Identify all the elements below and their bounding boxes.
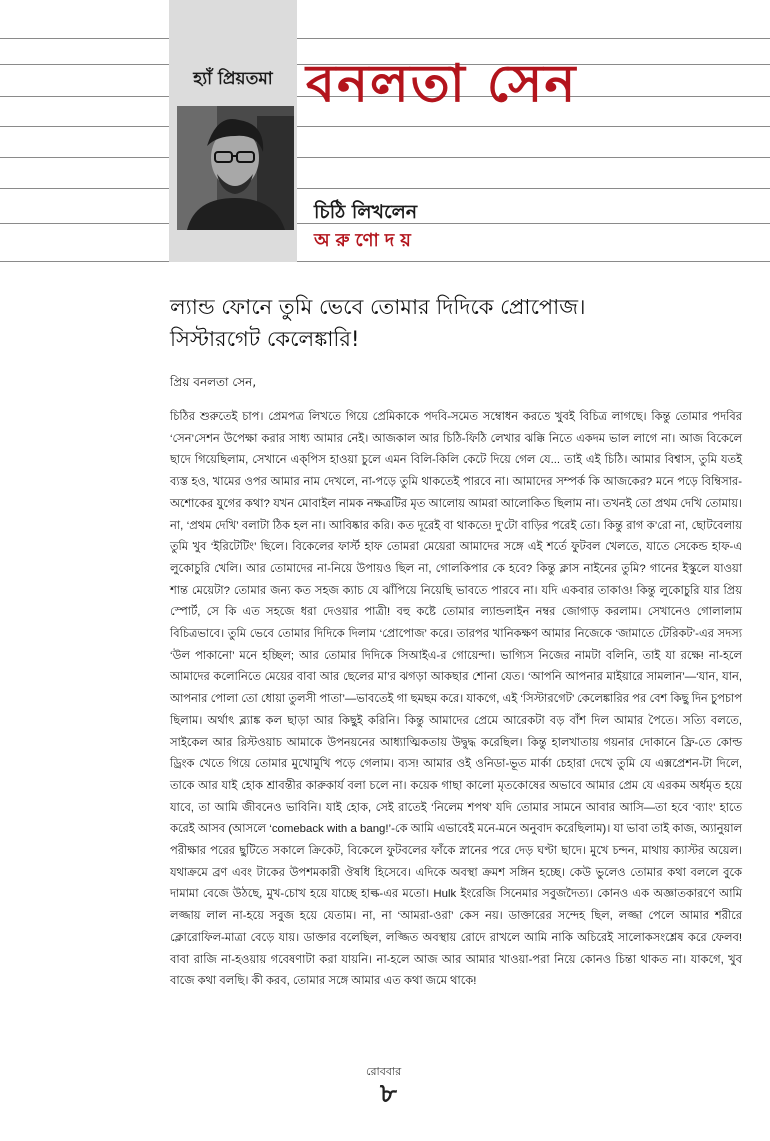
footer-publication-label: রোববার bbox=[366, 1065, 402, 1078]
byline-label: চিঠি লিখলেন bbox=[314, 201, 418, 223]
ruled-line bbox=[0, 126, 770, 127]
headline-line-2: সিস্টারগেট কেলেঙ্কারি! bbox=[170, 327, 360, 351]
letter-salutation: প্রিয় বনলতা সেন, bbox=[170, 375, 257, 389]
ruled-line bbox=[0, 188, 770, 189]
ruled-line bbox=[0, 38, 770, 39]
author-name: অরুণোদয় bbox=[314, 230, 417, 251]
letter-body: চিঠির শুরুতেই চাপ। প্রেমপত্র লিখতে গিয়ে প্রেমিকাকে পদবি-সমেত সম্বোধন করতে খুবই বিচিত্র লাগছে। কিন্তু তোমার পদবির ‘সেন’সেশন উপেক্ষা করার সাধ্য আমার নেই। আজকাল আর চিঠি-ফিঠি লেখার ঝক্কি নিতে একদম ভাল লাগে না। আজ বিকেলে ছাদে গিয়েছিলাম, সেখানে এক্‌পিস হাওয়া চুলে এমন বিলি-কিলি কেটে দিয়ে গেল যে... তাই এই চিঠি। আমার বিশ্বাস, তুমি যতই ব্যস্ত হও, খামের ওপর আমার নাম দেখলে, না-পড়ে তুমি থাকতেই পারবে না। আমাদের সম্পর্ক কি আজকের? মনে পড়ে বিম্বিসার-অশোকের যুগের কথা? যখন মোবাইল নামক নক্ষত্রটির মৃত আলোয় আমরা আলোকিত ছিলাম না। তখনই তো প্রথম দেখি তোমায়। না, ‘প্রথম দেখি’ বলাটা ঠিক হল না। আবিষ্কার করি। কত দূরেই বা থাকতে! দু’টো বাড়ির পরেই তো। কিন্তু রাগ ক’রো না, ছোটবেলায় তুমি খুব ‘ইরিটেটিং’ ছিলে। বিকেলের ফার্স্ট হাফ তোমরা মেয়েরা আমাদের সঙ্গে এই শর্তে ফুটবল খেলতে, যাতে সেকেন্ড হাফ-এ লুকোচুরি খেলি। আর তোমাদের না-নিয়ে উপায়ও ছিল না, গোলকিপার কে হবে? কিন্তু ক্লাস নাইনের তুমি? গানের ইস্কুলে যাওয়া শান্ত মেয়েটা? তোমার জন্য কত সহজ ক্যাচ যে ঝাঁপিয়ে নিয়েছি ভাবতে পারবে না। যদি একবার তাকাও! কিন্তু লুকোচুরি যার প্রিয় স্পোর্ট, সে কি এত সহজে ধরা দেওয়ার পাত্রী! বহু কষ্টে তোমার ল্যান্ডলাইন নম্বর জোগাড় করলাম। সেখানেও গোলালাম বিচিত্রভাবে। তুমি ভেবে তোমার দিদিকে দিলাম ‘প্রোপোজ’ করে। তারপর খানিকক্ষণ আমার নিজেকে ‘জামাতে টেরিকট’-এর সদস্য ‘উল পাকানো’ মনে হচ্ছিল; আর তোমার দিদিকে সিআইএ-র গোয়েন্দা। ভাগ্যিস নিজের নামটা বলিনি, তাই যা রক্ষে! না-হলে আমাদের কলোনিতে মেয়ের বাবা আর ছেলের মা’র ঝগড়া আকছার শোনা যেত। ‘আপনি আপনার মাইয়ারে সামলান’—‘যান, যান, আপনার পোলা তো ধোয়া তুলসী পাতা’—ভাবতেই গা ছমছম করে। যাকগে, এই ‘সিস্টারগেট’ কেলেঙ্কারির পর বেশ কিছু দিন চুপচাপ ছিলাম। অর্থাৎ ব্ল্যাঙ্ক কল ছাড়া আর কিছুই করিনি। কিন্তু আমাদের প্রেমে আরেকটা বড় বাঁশ দিল আমার পৈতে। সত্যি বলতে, সাইকেল আর রিস্টওয়াচ আমাকে উপনয়নের আধ্যাত্মিকতায় উদ্বুদ্ধ করেছিল। কিন্তু হালখাতায় গয়নার দোকানে ফ্রি-তে কোল্ড ড্রিংক খেতে গিয়ে তোমার মুখোমুখি পড়ে গেলাম। ব্যস! আমার ওই ওনিডা-ভূত মার্কা চেহারা দেখে তুমি যে এক্সপ্রেশন-টা দিলে, তাকে আর যাই হোক শ্রাবন্তীর কারুকার্য বলা চলে না। কয়েক গাছা কালো মৃতকোষের অভাবে আমার প্রেম যে এরকম অর্ধমৃত হয়ে যাবে, তা আমি জীবনেও ভাবিনি। যাই হোক, সেই রাতেই ‘নিলেম শপথ’ যদি তোমার সামনে আবার আসি—তা হবে ‘ব্যাং’ হাতে করেই আসব (আসলে ‘comeback with a bang!’-কে আমি এভাবেই মনে-মনে অনুবাদ করেছিলাম)। যা ভাবা তাই কাজ, অ্যানুয়াল পরীক্ষার পরের ছুটিতে সকালে ক্রিকেট, বিকেলে ফুটবলের ফাঁকে স্নানের পরে দেড় ঘণ্টা ছাদে। মুখে চন্দন, মাথায় ক্যাস্টর অয়েল। যথাক্রমে ব্রণ এবং টাকের উপশমকারী ঔষধি হিসেবে। এদিকে অবস্থা ক্রমশ সঙ্গিন হচ্ছে। কেউ ভুলেও তোমার কথা বললে বুকে দামামা বেজে উঠছে, মুখ-চোখ হয়ে যাচ্ছে হাল্ক-এর মতো। Hulk ইংরেজি সিনেমার সবুজদৈত্য। কোনও এক অজ্ঞাতকারণে আমি লজ্জায় লাল না-হয়ে সবুজ হয়ে যেতাম। না, না ‘আমরা-ওরা’ কেস নয়। ডাক্তারের সন্দেহ ছিল, লজ্জা পেলে আমার শরীরে ক্লোরোফিল-মাত্রা বেড়ে যায়। ডাক্তার বলেছিল, লজ্জিত অবস্থায় রোদে রাখলে আমি নাকি অচিরেই সালোকসংশ্লেষ করে ফেলব! বাবা রাজি না-হওয়ায় গবেষণাটা করা যায়নি। না-হলে আজ আর আমার খাওয়া-পরা নিয়ে কোনও চিন্তা থাকত না। যাকগে, খুব বাজে কথা বলছি। কী করব, তোমার সঙ্গে আমার এত কথা জমে থাকে! bbox=[170, 411, 743, 988]
masthead-title: বনলতা সেন bbox=[306, 53, 578, 114]
author-portrait-icon bbox=[177, 106, 294, 230]
headline-line-1: ল্যান্ড ফোনে তুমি ভেবে তোমার দিদিকে প্রোপোজ। bbox=[170, 295, 586, 319]
column-eyebrow: হ্যাঁ প্রিয়তমা bbox=[193, 69, 273, 89]
ruled-line bbox=[0, 157, 770, 158]
author-photo bbox=[177, 106, 294, 230]
headline bbox=[170, 291, 730, 355]
ruled-line bbox=[0, 261, 770, 262]
page-number: ৮ bbox=[380, 1079, 397, 1109]
